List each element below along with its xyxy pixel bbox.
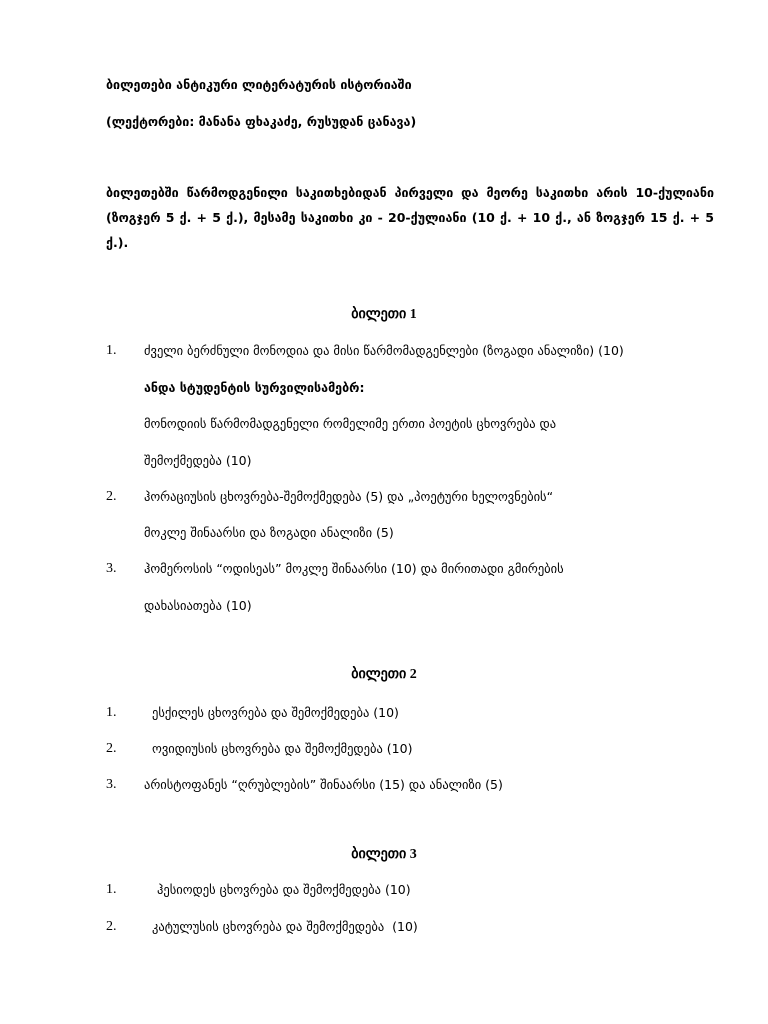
intro-paragraph: ბილეთებში წარმოდგენილი საკითხებიდან პირველი და მეორე საკითხი არის 10-ქულიანი (ზოგჯერ 5 ქ. + 5 ქ.), მესამე საკითხი კი - 20-ქულიანი (10 ქ. + 10 ქ., ან ზოგჯერ 15 ქ. + 5 ქ.). <box>106 185 714 250</box>
ticket-1-item-3-number: 3. <box>106 561 117 576</box>
ticket-1-item-3-text-cont: დახასიათება (10) <box>144 598 252 613</box>
ticket-3-item-1-text: ჰესიოდეს ცხოვრება და შემოქმედება (10) <box>157 882 411 897</box>
ticket-3-item-2-number: 2. <box>106 919 117 934</box>
ticket-1-item-2-text-cont: მოკლე შინაარსი და ზოგადი ანალიზი (5) <box>144 525 394 540</box>
ticket-1-item-1-text: ძველი ბერძნული მონოდია და მისი წარმომადგენლები (ზოგადი ანალიზი) (10) <box>144 343 624 358</box>
ticket-1-alternative-text: მონოდიის წარმომადგენელი რომელიმე ერთი პოეტის ცხოვრება და <box>144 416 557 431</box>
ticket-2-item-1-text: ესქილეს ცხოვრება და შემოქმედება (10) <box>152 705 399 720</box>
ticket-1-item-2-text: ჰორაციუსის ცხოვრება-შემოქმედება (5) და „პოეტური ხელოვნების“ <box>144 489 554 504</box>
ticket-1-item-3-text: ჰომეროსის “ოდისეას” მოკლე შინაარსი (10) და მირითადი გმირების <box>144 561 564 576</box>
ticket-2-item-2-number: 2. <box>106 741 117 756</box>
ticket-1-alternative-label: ანდა სტუდენტის სურვილისამებრ: <box>144 380 365 395</box>
lecturers-line: (ლექტორები: მანანა ფხაკაძე, რუსუდან ცანავა) <box>106 114 417 129</box>
ticket-2-item-1-number: 1. <box>106 705 117 720</box>
ticket-3-heading: ბილეთი 3 <box>351 847 417 862</box>
ticket-1-alternative-text-cont: შემოქმედება (10) <box>144 453 252 468</box>
ticket-2-item-3-number: 3. <box>106 777 117 792</box>
ticket-1-item-1-number: 1. <box>106 343 117 358</box>
ticket-3-item-2-text: კატულუსის ცხოვრება და შემოქმედება (10) <box>152 919 418 934</box>
document-title: ბილეთები ანტიკური ლიტერატურის ისტორიაში <box>106 77 412 92</box>
ticket-1-item-2-number: 2. <box>106 489 117 504</box>
ticket-2-item-2-text: ოვიდიუსის ცხოვრება და შემოქმედება (10) <box>152 741 413 756</box>
ticket-2-item-3-text: არისტოფანეს “ღრუბლების” შინაარსი (15) და ანალიზი (5) <box>144 777 503 792</box>
ticket-3-item-1-number: 1. <box>106 882 117 897</box>
ticket-1-heading: ბილეთი 1 <box>351 307 417 322</box>
ticket-2-heading: ბილეთი 2 <box>351 667 417 682</box>
